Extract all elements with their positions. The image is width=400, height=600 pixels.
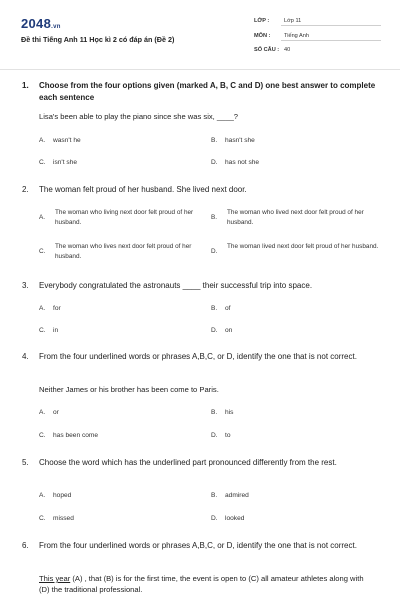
option-text: hoped xyxy=(53,492,72,499)
option-letter: B. xyxy=(211,214,218,221)
document-title: Đề thi Tiếng Anh 11 Học kì 2 có đáp án (Đề 2) xyxy=(21,35,175,44)
question-text: The woman felt proud of her husband. She lived next door. xyxy=(39,185,247,194)
option-letter: A. xyxy=(39,492,46,499)
option-text: his xyxy=(225,409,234,416)
question-number: 2. xyxy=(22,185,29,194)
question-text: Choose the word which has the underlined part pronounced differently from the rest. xyxy=(39,458,337,467)
option-letter: C. xyxy=(39,515,46,522)
question-text: Choose from the four options given (marked A, B, C and D) one best answer to complete each sentence xyxy=(39,81,376,102)
option-letter: D. xyxy=(211,432,218,439)
question-text: Everybody congratulated the astronauts ____ their successful trip into space. xyxy=(39,281,313,290)
question-6-sentence xyxy=(39,573,369,595)
question-4-sentence: Neither James or his brother has been come to Paris. xyxy=(39,385,219,394)
option-text: on xyxy=(225,327,233,334)
option-text: has been come xyxy=(53,432,99,439)
option-letter: A. xyxy=(39,137,46,144)
option-letter: B. xyxy=(211,492,218,499)
count-info xyxy=(254,47,290,53)
subject-value: Tiếng Anh xyxy=(284,33,309,39)
class-value: Lớp 11 xyxy=(284,18,302,24)
sentence-rest: (A) , that (B) is for the first time, the event is open to (C) all amateur athletes along with (D) the traditional professional. xyxy=(39,574,364,594)
option-text: The woman who living next door felt proud of her husband. xyxy=(55,209,194,226)
option-text: to xyxy=(225,432,231,439)
site-logo[interactable] xyxy=(21,16,61,31)
option-text: or xyxy=(53,409,59,416)
question-1-sentence: Lisa's been able to play the piano since she was six, ____? xyxy=(39,112,239,121)
subject-divider xyxy=(281,40,381,41)
class-label: LỚP : xyxy=(254,18,270,24)
option-text: The woman lived next door felt proud of her husband. xyxy=(227,243,379,250)
logo-suffix: .vn xyxy=(51,24,61,30)
option-text: admired xyxy=(225,492,249,499)
option-text: hasn't she xyxy=(225,137,255,144)
question-number: 3. xyxy=(22,281,29,290)
option-text: has not she xyxy=(225,159,260,166)
question-text: From the four underlined words or phrases A,B,C, or D, identify the one that is not correct. xyxy=(39,541,357,550)
option-text: wasn't he xyxy=(53,137,81,144)
class-info xyxy=(254,18,301,24)
class-divider xyxy=(281,25,381,26)
count-label: SỐ CÂU : xyxy=(254,47,280,53)
option-letter: A. xyxy=(39,305,46,312)
option-letter: C. xyxy=(39,159,46,166)
question-number: 6. xyxy=(22,541,29,550)
option-text: isn't she xyxy=(53,159,77,166)
option-text: looked xyxy=(225,515,245,522)
option-text: for xyxy=(53,305,61,312)
question-number: 1. xyxy=(22,81,29,90)
option-letter: C. xyxy=(39,248,46,255)
option-letter: B. xyxy=(211,409,218,416)
question-number: 4. xyxy=(22,352,29,361)
option-text: The woman who lives next door felt proud of her husband. xyxy=(55,243,192,260)
option-letter: D. xyxy=(211,159,218,166)
option-letter: C. xyxy=(39,327,46,334)
option-letter: A. xyxy=(39,214,46,221)
option-letter: B. xyxy=(211,305,218,312)
question-text: From the four underlined words or phrases A,B,C, or D, identify the one that is not correct. xyxy=(39,352,357,361)
logo-main: 2048 xyxy=(21,16,52,31)
option-letter: D. xyxy=(211,248,218,255)
option-text: in xyxy=(53,327,59,334)
count-value: 40 xyxy=(284,47,291,53)
question-number: 5. xyxy=(22,458,29,467)
option-letter: C. xyxy=(39,432,46,439)
option-text: The woman who lived next door felt proud of her husband. xyxy=(227,209,364,226)
option-letter: D. xyxy=(211,515,218,522)
option-letter: A. xyxy=(39,409,46,416)
option-letter: B. xyxy=(211,137,218,144)
subject-label: MÔN : xyxy=(254,33,271,39)
option-text: of xyxy=(225,305,231,312)
document-header xyxy=(0,0,400,70)
subject-info xyxy=(254,33,309,39)
option-text: missed xyxy=(53,515,74,522)
underlined-phrase: This year xyxy=(39,574,71,583)
option-letter: D. xyxy=(211,327,218,334)
